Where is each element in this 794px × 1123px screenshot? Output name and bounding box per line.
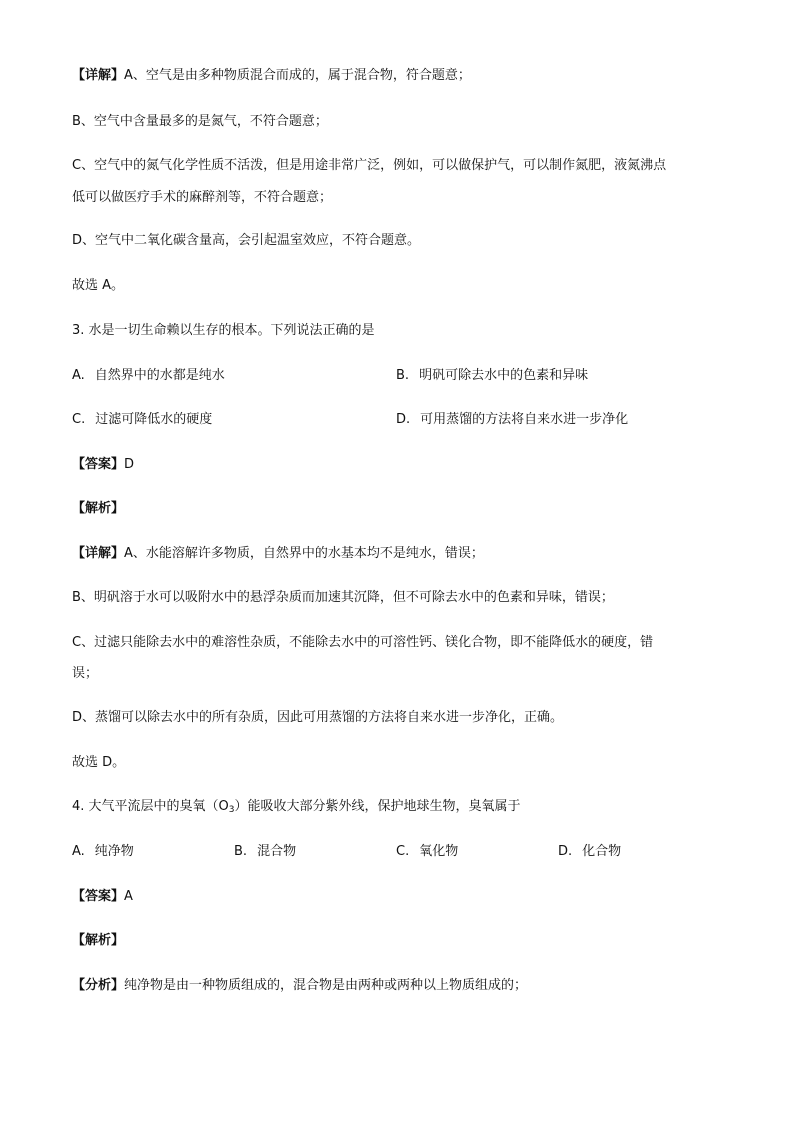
q3-detail-tag: 【详解】 — [72, 546, 125, 561]
q4-fenxi-tag: 【分析】 — [72, 978, 125, 993]
q3-conclusion: 故选 D。 — [72, 755, 126, 770]
q4-option-a: A. 纯净物 — [72, 844, 134, 859]
q3-detail-c-line1: C、过滤只能除去水中的难溶性杂质，不能除去水中的可溶性钙、镁化合物，即不能降低水的硬度，错 — [72, 635, 654, 650]
q4-option-c: C. 氧化物 — [396, 844, 459, 859]
q3-analysis-tag: 【解析】 — [72, 501, 125, 516]
q3-stem: 3. 水是一切生命赖以生存的根本。下列说法正确的是 — [72, 323, 375, 338]
q2-detail-b: B、空气中含量最多的是氮气，不符合题意； — [72, 114, 328, 129]
q3-detail-d: D、蒸馏可以除去水中的所有杂质，因此可用蒸馏的方法将自来水进一步净化，正确。 — [72, 710, 564, 725]
q3-option-c: C. 过滤可降低水的硬度 — [72, 412, 213, 427]
q3-detail-b: B、明矾溶于水可以吸附水中的悬浮杂质而加速其沉降，但不可除去水中的色素和异味，错误； — [72, 590, 614, 605]
q2-conclusion: 故选 A。 — [72, 278, 125, 293]
q3-answer-tag: 【答案】 — [72, 457, 125, 472]
q2-detail-a: 【详解】A、空气是由多种物质混合而成的，属于混合物，符合题意； — [72, 68, 471, 83]
q3-option-d: D. 可用蒸馏的方法将自来水进一步净化 — [396, 412, 629, 427]
q3-detail-c-line2: 误； — [72, 666, 99, 681]
q4-stem: 4. 大气平流层中的臭氧$(O_3)$能吸收大部分紫外线，保护地球生物，臭氧属于 — [72, 799, 521, 815]
q4-option-b: B. 混合物 — [234, 844, 297, 859]
q2-detail-d: D、空气中二氧化碳含量高，会引起温室效应，不符合题意。 — [72, 233, 421, 248]
q3-option-b: B. 明矾可除去水中的色素和异味 — [396, 368, 589, 383]
q2-detail-c-line2: 低可以做医疗手术的麻醉剂等，不符合题意； — [72, 190, 333, 205]
q2-detail-tag: 【详解】 — [72, 68, 125, 83]
q4-option-d: D. 化合物 — [558, 844, 622, 859]
q4-analysis-tag: 【解析】 — [72, 933, 125, 948]
q3-detail-a: 【详解】A、水能溶解许多物质，自然界中的水基本均不是纯水，错误； — [72, 546, 484, 561]
q4-answer: 【答案】A — [72, 889, 133, 904]
q4-answer-tag: 【答案】 — [72, 889, 125, 904]
q2-detail-c-line1: C、空气中的氮气化学性质不活泼，但是用途非常广泛，例如，可以做保护气，可以制作氮肥，液氮沸点 — [72, 158, 667, 173]
q3-answer: 【答案】D — [72, 457, 135, 472]
q4-fenxi: 【分析】纯净物是由一种物质组成的，混合物是由两种或两种以上物质组成的； — [72, 978, 528, 993]
q3-option-a: A. 自然界中的水都是纯水 — [72, 368, 225, 383]
